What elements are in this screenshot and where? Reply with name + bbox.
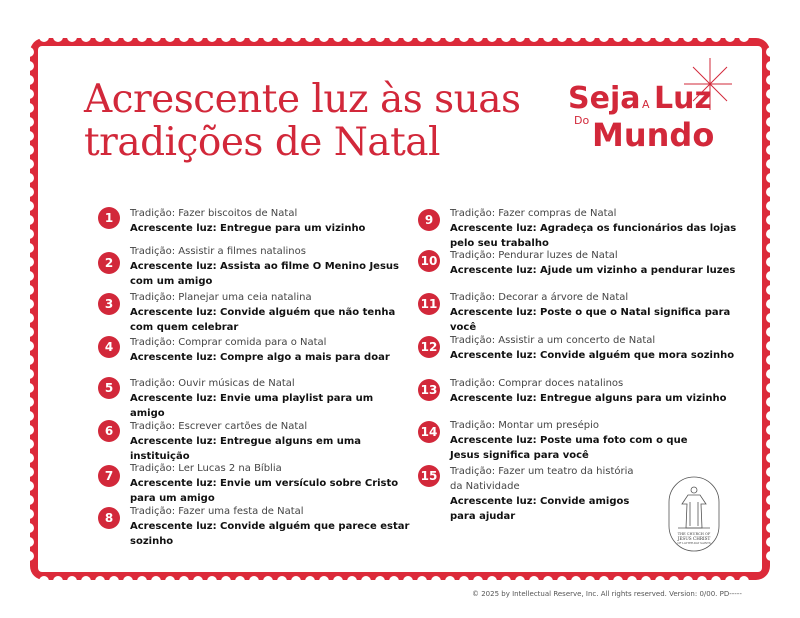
scallop-dot (766, 523, 776, 533)
scallop-dot (431, 576, 441, 586)
scallop-dot (193, 576, 203, 586)
scallop-dot (711, 576, 721, 586)
scallop-dot (725, 32, 735, 42)
scallop-dot (766, 61, 776, 71)
scallop-dot (24, 201, 34, 211)
scallop-dot (305, 576, 315, 586)
scallop-dot (24, 131, 34, 141)
scallop-dot (235, 576, 245, 586)
logo-luz: Luz (654, 81, 712, 116)
scallop-dot (24, 299, 34, 309)
scallop-dot (179, 576, 189, 586)
scallop-dot (403, 32, 413, 42)
logo-do: Do (574, 114, 590, 127)
scallop-dot (24, 285, 34, 295)
item-tradicao: Tradição: Ler Lucas 2 na Bíblia (130, 463, 282, 474)
scallop-dot (543, 32, 553, 42)
scallop-dot (39, 32, 49, 42)
logo-a: A (642, 98, 650, 111)
scallop-dot (669, 32, 679, 42)
scallop-dot (207, 32, 217, 42)
scallop-dot (123, 576, 133, 586)
scallop-dot (459, 32, 469, 42)
scallop-dot (683, 32, 693, 42)
item-acrescente-luz: Acrescente luz: Entregue alguns para um vizinho (450, 393, 727, 404)
item-acrescente-luz: Acrescente luz: Convide alguém que não tenha com quem celebrar (130, 307, 396, 333)
scallop-dot (24, 355, 34, 365)
scallop-dot (24, 145, 34, 155)
scallop-dot (24, 159, 34, 169)
item-number: 10 (418, 250, 440, 272)
item-tradicao: Tradição: Assistir a um concerto de Natal (450, 335, 656, 346)
seja-a-luz-logo (562, 58, 732, 154)
scallop-dot (766, 201, 776, 211)
item-number: 12 (418, 336, 440, 358)
item-tradicao: Tradição: Fazer um teatro da história da Natividade (450, 466, 634, 492)
scallop-dot (766, 257, 776, 267)
scallop-dot (417, 32, 427, 42)
item-acrescente-luz: Acrescente luz: Poste uma foto com o que Jesus significa para você (450, 435, 688, 461)
scallop-dot (179, 32, 189, 42)
seal-line-3: OF LATTER-DAY SAINTS (677, 542, 711, 545)
scallop-dot (347, 32, 357, 42)
scallop-dot (389, 576, 399, 586)
scallop-dot (137, 576, 147, 586)
scallop-dot (53, 32, 63, 42)
scallop-dot (473, 576, 483, 586)
scallop-dot (627, 32, 637, 42)
item-tradicao: Tradição: Decorar a árvore de Natal (450, 292, 629, 303)
scallop-dot (417, 576, 427, 586)
item-tradicao: Tradição: Pendurar luzes de Natal (450, 250, 618, 261)
item-number: 14 (418, 421, 440, 443)
item-number: 15 (418, 465, 440, 487)
item-acrescente-luz: Acrescente luz: Envie um versículo sobre Cristo para um amigo (130, 478, 399, 504)
scallop-dot (766, 327, 776, 337)
scallop-dot (697, 32, 707, 42)
scallop-dot (24, 425, 34, 435)
seal-line-2: JESUS CHRIST (677, 536, 711, 541)
item-tradicao: Tradição: Montar um presépio (450, 420, 599, 431)
scallop-dot (263, 32, 273, 42)
item-number: 7 (98, 465, 120, 487)
item-tradicao: Tradição: Fazer compras de Natal (450, 208, 617, 219)
item-tradicao: Tradição: Ouvir músicas de Natal (130, 378, 295, 389)
scallop-dot (599, 32, 609, 42)
item-acrescente-luz: Acrescente luz: Envie uma playlist para um amigo (130, 393, 374, 419)
scallop-dot (24, 341, 34, 351)
scallop-dot (487, 32, 497, 42)
scallop-dot (697, 576, 707, 586)
scallop-dot (766, 187, 776, 197)
church-logo (668, 476, 720, 552)
scallop-dot (725, 576, 735, 586)
item-tradicao: Tradição: Comprar comida para o Natal (130, 337, 327, 348)
scallop-dot (766, 117, 776, 127)
scallop-dot (165, 576, 175, 586)
scallop-dot (766, 383, 776, 393)
scallop-dot (613, 32, 623, 42)
scallop-dot (473, 32, 483, 42)
scallop-dot (766, 439, 776, 449)
scallop-dot (67, 576, 77, 586)
item-number: 11 (418, 293, 440, 315)
item-number: 6 (98, 420, 120, 442)
scallop-dot (683, 576, 693, 586)
scallop-dot (766, 243, 776, 253)
scallop-dot (24, 481, 34, 491)
scallop-dot (249, 32, 259, 42)
scallop-dot (543, 576, 553, 586)
scallop-dot (571, 576, 581, 586)
scallop-dot (431, 32, 441, 42)
item-acrescente-luz: Acrescente luz: Entregue para um vizinho (130, 223, 366, 234)
item-acrescente-luz: Acrescente luz: Agradeça os funcionários das lojas pelo seu trabalho (450, 223, 737, 249)
scallop-dot (221, 576, 231, 586)
scallop-dot (249, 576, 259, 586)
scallop-dot (24, 509, 34, 519)
scallop-dot (277, 576, 287, 586)
scallop-dot (585, 32, 595, 42)
scallop-dot (24, 243, 34, 253)
scallop-dot (459, 576, 469, 586)
scallop-dot (766, 481, 776, 491)
scallop-dot (165, 32, 175, 42)
item-number: 13 (418, 379, 440, 401)
scallop-dot (24, 215, 34, 225)
scallop-dot (711, 32, 721, 42)
scallop-dot (766, 75, 776, 85)
scallop-dot (403, 576, 413, 586)
scallop-dot (655, 576, 665, 586)
scallop-dot (766, 467, 776, 477)
scallop-dot (333, 576, 343, 586)
copyright-footer: © 2025 by Intellectual Reserve, Inc. All rights reserved. Version: 0/00. PD----- (472, 590, 742, 598)
scallop-dot (305, 32, 315, 42)
scallop-dot (24, 89, 34, 99)
scallop-dot (515, 576, 525, 586)
scallop-dot (235, 32, 245, 42)
scallop-dot (766, 131, 776, 141)
scallop-dot (319, 32, 329, 42)
item-acrescente-luz: Acrescente luz: Ajude um vizinho a pendurar luzes (450, 265, 736, 276)
page-title: Acrescente luz às suas tradições de Natal (84, 77, 521, 165)
christus-statue-icon (678, 487, 710, 528)
scallop-dot (361, 576, 371, 586)
scallop-dot (24, 47, 34, 57)
scallop-dot (501, 576, 511, 586)
scallop-dot (641, 32, 651, 42)
scallop-dot (585, 576, 595, 586)
scallop-dot (67, 32, 77, 42)
scallop-dot (766, 453, 776, 463)
item-acrescente-luz: Acrescente luz: Convide alguém que mora sozinho (450, 350, 735, 361)
scallop-dot (221, 32, 231, 42)
scallop-dot (24, 313, 34, 323)
scallop-dot (24, 257, 34, 267)
scallop-dot (766, 495, 776, 505)
scallop-dot (766, 341, 776, 351)
scallop-dot (333, 32, 343, 42)
scallop-dot (766, 537, 776, 547)
scallop-dot (445, 32, 455, 42)
logo-mundo: Mundo (592, 116, 715, 154)
scallop-dot (766, 47, 776, 57)
item-acrescente-luz: Acrescente luz: Convide amigos para ajudar (450, 496, 630, 522)
scallop-dot (766, 229, 776, 239)
item-number: 8 (98, 507, 120, 529)
scallop-dot (24, 369, 34, 379)
scallop-dot (24, 271, 34, 281)
scallop-dot (766, 299, 776, 309)
scallop-dot (739, 32, 749, 42)
item-number: 1 (98, 207, 120, 229)
scallop-dot (24, 537, 34, 547)
item-acrescente-luz: Acrescente luz: Convide alguém que parece estar sozinho (130, 521, 410, 547)
scallop-dot (766, 369, 776, 379)
scallop-dot (766, 271, 776, 281)
logo-seja: Seja (568, 81, 641, 116)
scallop-dot (669, 576, 679, 586)
item-tradicao: Tradição: Escrever cartões de Natal (130, 421, 308, 432)
scallop-dot (137, 32, 147, 42)
scallop-dot (24, 187, 34, 197)
scallop-dot (319, 576, 329, 586)
scallop-dot (389, 32, 399, 42)
seal-line-1: THE CHURCH OF (677, 532, 711, 536)
scallop-dot (515, 32, 525, 42)
scallop-dot (81, 32, 91, 42)
scallop-dot (24, 495, 34, 505)
item-acrescente-luz: Acrescente luz: Poste o que o Natal significa para você (450, 307, 731, 333)
scallop-dot (24, 103, 34, 113)
scallop-dot (24, 439, 34, 449)
item-number: 9 (418, 209, 440, 231)
scallop-dot (24, 173, 34, 183)
scallop-dot (347, 576, 357, 586)
scallop-dot (24, 467, 34, 477)
scallop-dot (24, 61, 34, 71)
item-acrescente-luz: Acrescente luz: Compre algo a mais para doar (130, 352, 390, 363)
scallop-dot (375, 576, 385, 586)
item-tradicao: Tradição: Planejar uma ceia natalina (130, 292, 312, 303)
scallop-dot (766, 551, 776, 561)
scallop-dot (766, 103, 776, 113)
item-number: 5 (98, 377, 120, 399)
scallop-dot (766, 397, 776, 407)
scallop-dot (151, 32, 161, 42)
scallop-dot (24, 411, 34, 421)
scallop-dot (24, 523, 34, 533)
scallop-dot (277, 32, 287, 42)
scallop-dot (151, 576, 161, 586)
scallop-dot (95, 32, 105, 42)
item-tradicao: Tradição: Fazer biscoitos de Natal (130, 208, 298, 219)
scallop-dot (501, 32, 511, 42)
scallop-dot (766, 173, 776, 183)
scallop-dot (109, 576, 119, 586)
item-tradicao: Tradição: Assistir a filmes natalinos (130, 246, 306, 257)
scallop-dot (766, 89, 776, 99)
item-tradicao: Tradição: Fazer uma festa de Natal (130, 506, 304, 517)
scallop-dot (487, 576, 497, 586)
scallop-dot (599, 576, 609, 586)
scallop-dot (123, 32, 133, 42)
scallop-dot (571, 32, 581, 42)
scallop-dot (766, 215, 776, 225)
scallop-dot (766, 355, 776, 365)
item-number: 2 (98, 252, 120, 274)
item-tradicao: Tradição: Comprar doces natalinos (450, 378, 624, 389)
scallop-dot (24, 383, 34, 393)
scallop-dot (766, 425, 776, 435)
item-acrescente-luz: Acrescente luz: Entregue alguns em uma instituição (130, 436, 362, 462)
scallop-dot (361, 32, 371, 42)
scallop-dot (24, 229, 34, 239)
scallop-dot (375, 32, 385, 42)
scallop-dot (81, 576, 91, 586)
scallop-dot (529, 32, 539, 42)
item-number: 3 (98, 293, 120, 315)
scallop-dot (109, 32, 119, 42)
scallop-dot (193, 32, 203, 42)
scallop-dot (24, 327, 34, 337)
scallop-dot (627, 576, 637, 586)
scallop-dot (766, 411, 776, 421)
item-number: 4 (98, 336, 120, 358)
scallop-dot (39, 576, 49, 586)
scallop-dot (24, 551, 34, 561)
scallop-dot (445, 576, 455, 586)
scallop-dot (291, 576, 301, 586)
item-acrescente-luz: Acrescente luz: Assista ao filme O Menino Jesus com um amigo (130, 261, 399, 287)
scallop-dot (557, 576, 567, 586)
scallop-dot (207, 576, 217, 586)
scallop-dot (766, 313, 776, 323)
scallop-dot (739, 576, 749, 586)
scallop-dot (557, 32, 567, 42)
scallop-dot (766, 145, 776, 155)
scallop-dot (24, 453, 34, 463)
scallop-dot (613, 576, 623, 586)
scallop-dot (766, 285, 776, 295)
scallop-dot (766, 509, 776, 519)
scallop-dot (53, 576, 63, 586)
scallop-dot (766, 159, 776, 169)
scallop-dot (529, 576, 539, 586)
scallop-dot (24, 75, 34, 85)
scallop-dot (655, 32, 665, 42)
scallop-dot (641, 576, 651, 586)
scallop-dot (263, 576, 273, 586)
scallop-dot (24, 397, 34, 407)
scallop-dot (95, 576, 105, 586)
scallop-dot (24, 117, 34, 127)
scallop-dot (291, 32, 301, 42)
